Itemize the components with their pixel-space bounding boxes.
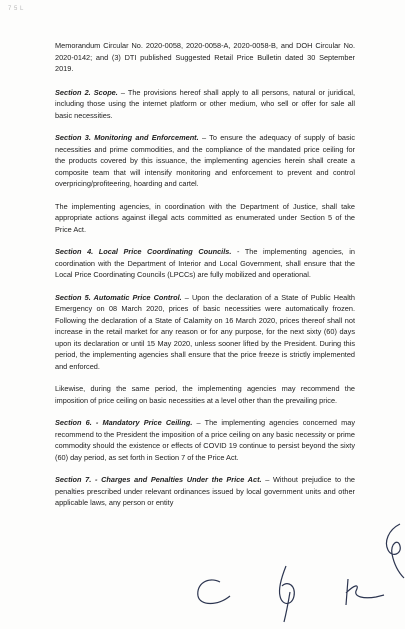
signature-margin — [380, 520, 405, 580]
section-heading: Section 4. Local Price Coordinating Councils. — [55, 247, 232, 256]
section-text: – The provisions hereof shall apply to all persons, natural or juridical, including those using the internet platform or other medium, who sell or offer for sale all basic necessities. — [55, 87, 355, 120]
section-heading: Section 2. Scope. — [55, 87, 118, 97]
paragraph-text: Memorandum Circular No. 2020-0058, 2020-0058-A, 2020-0058-B, and DOH Circular No. 2020-0142; and (3) DTI published Suggested Retail Price Bulletin dated 30 September 2019. — [55, 41, 355, 73]
section-text: – Upon the declaration of a State of Public Health Emergency on 08 March 2020, prices of basic necessities were automatically frozen. Following the declaration of a State of Calamity on 16 March 2020, prices thereof shall not increase in the retail market for any reason or for any purpose, for the next sixty (60) days upon its declaration or until 15 May 2020, unless sooner lifted by the President. During this period, the implementing agencies shall ensure that the price freeze is strictly implemented and enforced. — [55, 292, 355, 371]
paragraph-doj-coordination — [55, 201, 355, 236]
document-body — [55, 40, 355, 520]
section-5-price-control — [55, 292, 355, 373]
section-heading: Section 6. - Mandatory Price Ceiling. — [55, 418, 193, 427]
section-7-penalties — [55, 474, 355, 509]
section-text: – Without prejudice to the penalties prescribed under relevant ordinances issued by local government units and other applicable laws, any person or entity — [55, 475, 355, 507]
paragraph-text: Likewise, during the same period, the implementing agencies may recommend the imposition of price ceiling on basic necessities at a level other than the prevailing price. — [55, 384, 355, 405]
section-2-scope — [55, 87, 355, 122]
section-text: - The implementing agencies, in coordination with the Department of Interior and Local Government, shall ensure that the Local Price Coordinating Councils (LPCCs) are fully mobilized and operational. — [55, 247, 356, 279]
signature-initial-1 — [190, 572, 240, 612]
signature-initial-2 — [268, 562, 308, 624]
section-6-price-ceiling — [55, 417, 355, 463]
paragraph-intro — [55, 40, 355, 75]
section-4-lpcc — [55, 246, 355, 281]
section-heading: Section 5. Automatic Price Control. — [55, 292, 182, 302]
paragraph-text: The implementing agencies, in coordination with the Department of Justice, shall take appropriate actions against illegal acts committed as enumerated under Section 5 of the Price Act. — [55, 201, 355, 234]
section-text: – To ensure the adequacy of supply of basic necessities and prime commodities, and the compliance of the mandated price ceiling for the products covered by this issuance, the implementing agencies herein shall create a composite team that will intensify monitoring and enforcement to prevent and control overpricing/profiteering, hoarding and cartel. — [55, 133, 355, 188]
section-heading: Section 7. - Charges and Penalties Under the Price Act. — [55, 475, 262, 484]
page-mark: 7 5 L — [8, 6, 24, 12]
section-3-monitoring — [55, 132, 355, 190]
paragraph-likewise — [55, 383, 355, 406]
section-heading: Section 3. Monitoring and Enforcement. — [55, 133, 199, 142]
signature-initial-3 — [340, 575, 390, 611]
section-text: – The implementing agencies concerned may recommend to the President the imposition of a price ceiling on any basic necessity or prime commodity should the existence or effects of COVID 19 continue to persist beyond the sixty (60) day period, as set forth in Section 7 of the Price Act. — [55, 418, 355, 462]
